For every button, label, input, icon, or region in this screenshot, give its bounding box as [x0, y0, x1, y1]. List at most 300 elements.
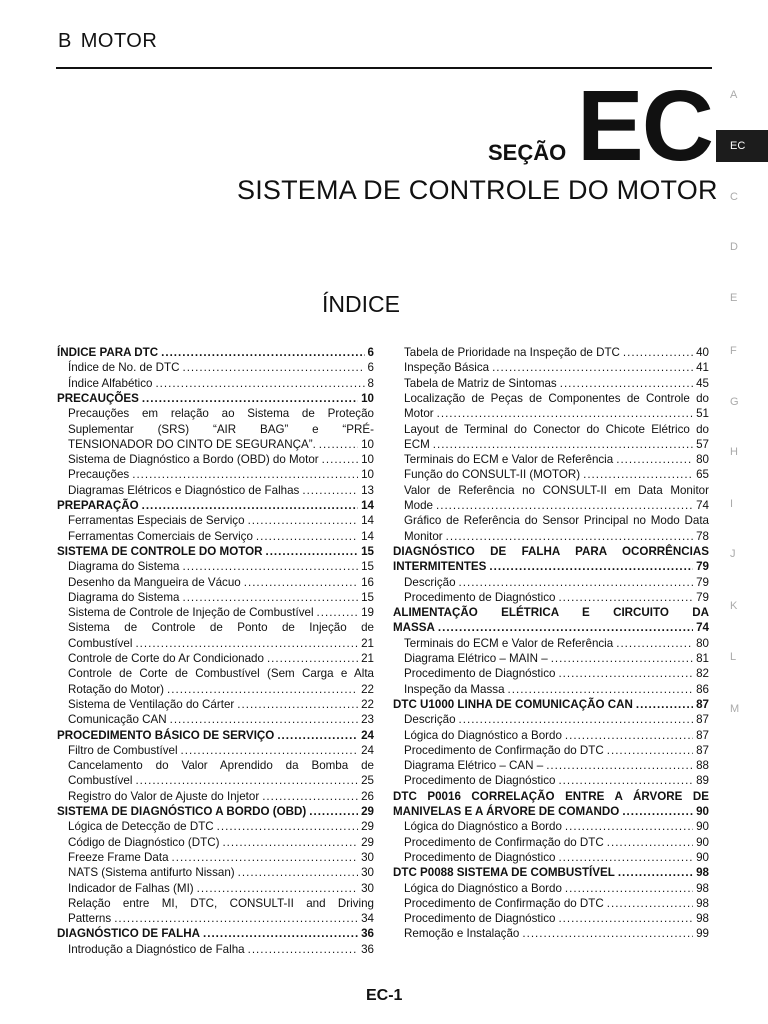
toc-entry[interactable]: [393, 590, 709, 605]
toc-section-heading[interactable]: [57, 498, 374, 513]
toc-entry-text: Combustível: [68, 774, 133, 788]
dot-leader: [248, 513, 359, 528]
toc-entry[interactable]: [393, 835, 709, 850]
toc-page-number: 57: [696, 437, 709, 451]
toc-entry-text: Procedimento de Diagnóstico: [404, 667, 556, 681]
toc-entry[interactable]: [57, 942, 374, 957]
toc-page-number: 30: [361, 850, 374, 864]
toc-page-number: 21: [361, 636, 374, 650]
toc-page-number: 25: [361, 774, 374, 788]
page-title: SISTEMA DE CONTROLE DO MOTOR: [237, 175, 718, 205]
page-number: EC-1: [366, 987, 403, 1004]
dot-leader: [436, 498, 693, 513]
section-tab-ec[interactable]: EC: [716, 130, 768, 162]
toc-entry-text: Precauções em relação ao Sistema de Proteção: [68, 407, 374, 421]
toc-page-number: 15: [361, 590, 374, 604]
toc-entry[interactable]: [393, 406, 709, 421]
toc-entry-text: Localização de Peças de Componentes de Controle do: [404, 391, 709, 405]
toc-entry-text: MANIVELAS E A ÁRVORE DE COMANDO: [393, 805, 620, 818]
toc-entry[interactable]: [57, 376, 374, 391]
toc-section-heading[interactable]: [57, 391, 374, 406]
toc-entry-text: Diagrama do Sistema: [68, 560, 180, 574]
toc-page-number: 36: [361, 942, 374, 956]
toc-entry[interactable]: [393, 758, 709, 773]
toc-entry-text: ALIMENTAÇÃO ELÉTRICA E CIRCUITO DA: [393, 606, 709, 620]
toc-entry[interactable]: [57, 529, 374, 544]
section-tab-j[interactable]: J: [730, 548, 736, 560]
toc-page-number: 29: [361, 820, 374, 834]
toc-entry-text: Função do CONSULT-II (MOTOR): [404, 468, 581, 482]
section-tab-d[interactable]: D: [730, 241, 738, 253]
toc-page-number: 30: [361, 881, 374, 895]
toc-page-number: 98: [696, 866, 709, 880]
header-rule: [56, 67, 712, 69]
section-tab-k[interactable]: K: [730, 600, 738, 612]
dot-leader: [607, 835, 693, 850]
dot-leader: [607, 743, 693, 758]
toc-entry-text: SISTEMA DE CONTROLE DO MOTOR: [57, 544, 263, 558]
toc-entry[interactable]: [57, 513, 374, 528]
toc-entry[interactable]: [393, 896, 709, 911]
dot-leader: [277, 728, 358, 743]
toc-entry-text: Tabela de Prioridade na Inspeção de DTC: [404, 346, 620, 359]
dot-leader: [309, 804, 358, 819]
toc-entry[interactable]: [393, 666, 709, 681]
toc-page-number: 13: [361, 483, 374, 497]
toc-entry[interactable]: [393, 728, 709, 743]
dot-leader: [459, 575, 694, 590]
dot-leader: [565, 881, 693, 896]
section-letter: B: [58, 30, 72, 52]
toc-entry[interactable]: [57, 789, 374, 804]
toc-entry: [393, 513, 709, 528]
toc-page-number: 65: [696, 468, 709, 482]
toc-entry-text: PRECAUÇÕES: [57, 391, 139, 405]
dot-leader: [182, 590, 358, 605]
dot-leader: [182, 360, 364, 375]
toc-page-number: 10: [361, 468, 374, 482]
toc-page-number: 90: [696, 805, 709, 818]
dot-leader: [446, 529, 693, 544]
toc-entry: [57, 758, 374, 773]
toc-entry-text: Lógica de Detecção de DTC: [68, 820, 214, 834]
toc-entry-text: Sistema de Ventilação do Cárter: [68, 697, 235, 711]
toc-entry[interactable]: [393, 636, 709, 651]
dot-leader: [433, 437, 693, 452]
section-tab-a[interactable]: A: [730, 89, 738, 101]
toc-entry-text: Diagramas Elétricos e Diagnóstico de Falhas: [68, 483, 300, 497]
toc-entry[interactable]: [57, 850, 374, 865]
toc-entry[interactable]: [393, 498, 709, 513]
toc-entry-text: Terminais do ECM e Valor de Referência: [404, 453, 614, 467]
dot-leader: [237, 697, 358, 712]
toc-entry-text: Procedimento de Diagnóstico: [404, 590, 556, 604]
dot-leader: [197, 881, 358, 896]
toc-page-number: 41: [696, 361, 709, 375]
section-name: MOTOR: [80, 30, 158, 52]
secao-label: SEÇÃO: [488, 140, 567, 165]
toc-entry[interactable]: [57, 636, 374, 651]
dot-leader: [618, 865, 693, 880]
toc-entry[interactable]: [393, 682, 709, 697]
toc-section-heading[interactable]: [57, 345, 374, 360]
toc-entry-text: Relação entre MI, DTC, CONSULT-II and Driving: [68, 896, 374, 910]
dot-leader: [142, 498, 359, 513]
toc-entry[interactable]: [393, 850, 709, 865]
dot-leader: [155, 376, 364, 391]
dot-leader: [267, 651, 358, 666]
section-code: EC: [577, 70, 712, 182]
toc-entry-text: Procedimento de Confirmação do DTC: [404, 743, 604, 757]
toc-section-heading[interactable]: [393, 865, 709, 880]
toc-page-number: 24: [361, 728, 374, 742]
toc-entry-text: Desenho da Mangueira de Vácuo: [68, 575, 241, 589]
toc-entry[interactable]: [393, 376, 709, 391]
toc-page-number: 34: [361, 912, 374, 926]
toc-entry[interactable]: [57, 452, 374, 467]
toc-page-number: 24: [361, 743, 374, 757]
toc-entry: [57, 666, 374, 681]
toc-page-number: 79: [696, 575, 709, 589]
toc-entry[interactable]: [393, 819, 709, 834]
toc-entry[interactable]: [57, 773, 374, 788]
dot-leader: [161, 345, 364, 360]
toc-page-number: 21: [361, 652, 374, 665]
toc-page-number: 88: [696, 759, 709, 773]
toc-entry[interactable]: [57, 697, 374, 712]
toc-entry[interactable]: [57, 605, 374, 620]
toc-entry-text: Controle de Corte do Ar Condicionado: [68, 652, 264, 665]
toc-entry-text: Procedimento de Diagnóstico: [404, 774, 556, 788]
dot-leader: [558, 911, 693, 926]
toc-entry[interactable]: [57, 835, 374, 850]
toc-entry[interactable]: [57, 575, 374, 590]
toc-page-number: 86: [696, 682, 709, 696]
toc-page-number: 99: [696, 927, 709, 941]
section-tab-i[interactable]: I: [730, 498, 734, 510]
toc-page-number: 30: [361, 866, 374, 880]
toc-section-heading[interactable]: [393, 697, 709, 712]
toc-page-number: 81: [696, 652, 709, 665]
toc-entry-text: Filtro de Combustível: [68, 743, 178, 757]
toc-entry[interactable]: [57, 483, 374, 498]
toc-entry: [57, 422, 374, 437]
index-heading: ÍNDICE: [322, 291, 400, 317]
dot-leader: [508, 682, 694, 697]
toc-page-number: 87: [696, 728, 709, 742]
dot-leader: [623, 345, 693, 360]
toc-entry[interactable]: [393, 360, 709, 375]
section-tab-h[interactable]: H: [730, 446, 738, 458]
toc-entry-text: Ferramentas Comerciais de Serviço: [68, 529, 253, 543]
toc-page-number: 19: [361, 606, 374, 620]
dot-leader: [256, 529, 358, 544]
toc-page-number: 87: [696, 697, 709, 711]
toc-page-number: 74: [696, 621, 709, 635]
dot-leader: [565, 819, 693, 834]
dot-leader: [167, 682, 358, 697]
toc-entry-text: Gráfico de Referência do Sensor Principal no Modo Data: [404, 514, 709, 528]
toc-entry-text: NATS (Sistema antifurto Nissan): [68, 866, 235, 880]
toc-section-heading: [393, 605, 709, 620]
toc-entry-text: Descrição: [404, 575, 456, 589]
toc-entry-text: Lógica do Diagnóstico a Bordo: [404, 728, 562, 742]
toc-entry[interactable]: [393, 743, 709, 758]
toc-page-number: 15: [361, 560, 374, 574]
toc-page-number: 87: [696, 743, 709, 757]
dot-leader: [182, 559, 358, 574]
toc-entry-text: Rotação do Motor): [68, 682, 165, 696]
toc-entry-text: DTC U1000 LINHA DE COMUNICAÇÃO CAN: [393, 697, 633, 711]
toc-entry[interactable]: [393, 651, 709, 666]
toc-entry[interactable]: [57, 651, 374, 666]
toc-entry[interactable]: [393, 881, 709, 896]
toc-entry-text: Mode: [404, 499, 434, 512]
dot-leader: [492, 360, 693, 375]
dot-leader: [437, 406, 693, 421]
toc-entry[interactable]: [57, 682, 374, 697]
toc-page-number: 22: [361, 682, 374, 696]
dot-leader: [244, 575, 358, 590]
toc-entry-text: Combustível: [68, 636, 133, 650]
toc-entry-text: Precauções: [68, 468, 130, 482]
toc-entry-text: Tabela de Matriz de Sintomas: [404, 376, 557, 390]
dot-leader: [317, 605, 359, 620]
toc-page-number: 74: [696, 499, 709, 512]
toc-page-number: 78: [696, 529, 709, 543]
toc-page-number: 6: [367, 361, 374, 375]
toc-entry-text: Inspeção Básica: [404, 361, 490, 375]
toc-entry[interactable]: [393, 437, 709, 452]
toc-page-number: 87: [696, 713, 709, 727]
section-tab-l[interactable]: L: [730, 651, 737, 663]
toc-entry-text: PROCEDIMENTO BÁSICO DE SERVIÇO: [57, 728, 275, 742]
toc-section-heading[interactable]: [393, 620, 709, 635]
toc-entry[interactable]: [393, 712, 709, 727]
toc-entry-text: ÍNDICE PARA DTC: [57, 346, 159, 359]
dot-leader: [622, 804, 693, 819]
dot-leader: [616, 636, 693, 651]
toc-entry-text: Motor: [404, 407, 434, 421]
toc-entry[interactable]: [393, 773, 709, 788]
toc-entry-text: Sistema de Controle de Injeção de Combustível: [68, 606, 314, 620]
dot-leader: [616, 452, 693, 467]
toc-page-number: 90: [696, 835, 709, 849]
dot-leader: [172, 850, 359, 865]
toc-entry-text: Remoção e Instalação: [404, 927, 520, 941]
section-tab-f[interactable]: F: [730, 345, 737, 357]
toc-entry[interactable]: [57, 467, 374, 482]
toc-section-heading[interactable]: [393, 804, 709, 819]
dot-leader: [459, 712, 694, 727]
toc-entry[interactable]: [393, 452, 709, 467]
toc-entry-text: Introdução a Diagnóstico de Falha: [68, 942, 245, 956]
dot-leader: [319, 437, 358, 452]
toc-page-number: 80: [696, 453, 709, 467]
toc-page-number: 51: [696, 407, 709, 421]
toc-entry[interactable]: [57, 712, 374, 727]
toc-entry[interactable]: [57, 911, 374, 926]
toc-entry: [393, 391, 709, 406]
dot-leader: [238, 865, 358, 880]
toc-entry[interactable]: [57, 437, 374, 452]
dot-leader: [135, 773, 358, 788]
dot-leader: [132, 467, 358, 482]
dot-leader: [262, 789, 358, 804]
dot-leader: [248, 942, 358, 957]
dot-leader: [135, 636, 358, 651]
toc-entry-text: DIAGNÓSTICO DE FALHA: [57, 927, 200, 941]
section-tab-g[interactable]: G: [730, 396, 739, 408]
dot-leader: [636, 697, 693, 712]
toc-page-number: 22: [361, 697, 374, 711]
toc-entry-text: Sistema de Controle de Ponto de Injeção de: [68, 621, 374, 635]
section-tab-m[interactable]: M: [730, 703, 740, 715]
toc-entry[interactable]: [57, 360, 374, 375]
toc-page-number: 23: [361, 713, 374, 727]
section-header: [58, 30, 157, 53]
toc-entry-text: Terminais do ECM e Valor de Referência: [404, 636, 614, 650]
toc-section-heading[interactable]: [57, 728, 374, 743]
toc-page-number: 98: [696, 912, 709, 926]
toc-section-heading[interactable]: [57, 544, 374, 559]
toc-entry-text: Indicador de Falhas (MI): [68, 881, 194, 895]
dot-leader: [558, 590, 693, 605]
toc-entry-text: Procedimento de Diagnóstico: [404, 912, 556, 926]
toc-section-heading: [393, 789, 709, 804]
toc-entry-text: Descrição: [404, 713, 456, 727]
toc-entry[interactable]: [57, 743, 374, 758]
toc-entry[interactable]: [57, 865, 374, 880]
toc-page-number: 79: [696, 560, 709, 574]
toc-entry-text: Inspeção da Massa: [404, 682, 505, 696]
dot-leader: [583, 467, 693, 482]
dot-leader: [522, 926, 693, 941]
dot-leader: [265, 544, 358, 559]
toc-entry: [393, 422, 709, 437]
toc-page-number: 14: [361, 499, 374, 512]
section-tab-e[interactable]: E: [730, 292, 738, 304]
toc-page-number: 29: [361, 835, 374, 849]
toc-entry[interactable]: [393, 911, 709, 926]
toc-page-number: 29: [361, 805, 374, 818]
toc-entry-text: TENSIONADOR DO CINTO DE SEGURANÇA”.: [68, 437, 316, 451]
toc-entry-text: ECM: [404, 437, 430, 451]
toc-entry-text: Índice de No. de DTC: [68, 361, 180, 375]
toc-entry-text: Procedimento de Confirmação do DTC: [404, 835, 604, 849]
dot-leader: [322, 452, 358, 467]
toc-entry-text: Procedimento de Confirmação do DTC: [404, 896, 604, 910]
section-tab-c[interactable]: C: [730, 191, 738, 203]
toc-entry-text: Valor de Referência no CONSULT-II em Data Monitor: [404, 483, 709, 497]
toc-section-heading[interactable]: [57, 804, 374, 819]
toc-page-number: 45: [696, 376, 709, 390]
dot-leader: [558, 773, 693, 788]
toc-entry[interactable]: [393, 575, 709, 590]
toc-page-number: 98: [696, 881, 709, 895]
dot-leader: [551, 651, 693, 666]
toc-entry-text: Lógica do Diagnóstico a Bordo: [404, 820, 562, 834]
dot-leader: [222, 835, 358, 850]
toc-page-number: 36: [361, 927, 374, 941]
toc-entry[interactable]: [393, 467, 709, 482]
toc-entry: [57, 620, 374, 635]
toc-entry-text: DIAGNÓSTICO DE FALHA PARA OCORRÊNCIAS: [393, 544, 709, 558]
dot-leader: [438, 620, 693, 635]
toc-entry-text: Diagrama Elétrico – CAN –: [404, 759, 544, 773]
toc-page-number: 79: [696, 590, 709, 604]
toc-entry[interactable]: [57, 881, 374, 896]
toc-entry-text: Índice Alfabético: [68, 376, 153, 390]
dot-leader: [546, 758, 693, 773]
toc-entry-text: Comunicação CAN: [68, 713, 167, 727]
toc-entry-text: Ferramentas Especiais de Serviço: [68, 514, 245, 528]
toc-entry[interactable]: [393, 529, 709, 544]
toc-entry[interactable]: [393, 926, 709, 941]
toc-entry-text: Monitor: [404, 529, 443, 543]
dot-leader: [489, 559, 693, 574]
toc-entry-text: Procedimento de Diagnóstico: [404, 850, 556, 864]
toc-entry-text: Diagrama do Sistema: [68, 590, 180, 604]
toc-entry-text: Suplementar (SRS) “AIR BAG” e “PRÉ-: [68, 422, 374, 436]
toc-entry[interactable]: [57, 819, 374, 834]
dot-leader: [142, 391, 358, 406]
dot-leader: [181, 743, 359, 758]
toc-page-number: 90: [696, 850, 709, 864]
toc-entry-text: Patterns: [68, 912, 112, 926]
toc-entry-text: Freeze Frame Data: [68, 850, 169, 864]
toc-page-number: 98: [696, 896, 709, 910]
dot-leader: [565, 728, 693, 743]
toc-page-number: 90: [696, 820, 709, 834]
toc-page-number: 80: [696, 636, 709, 650]
toc-entry-text: PREPARAÇÃO: [57, 499, 139, 512]
toc-entry-text: DTC P0088 SISTEMA DE COMBUSTÍVEL: [393, 866, 615, 880]
toc-entry[interactable]: [57, 590, 374, 605]
dot-leader: [170, 712, 359, 727]
dot-leader: [203, 926, 358, 941]
toc-entry-text: INTERMITENTES: [393, 560, 487, 574]
toc-page-number: 14: [361, 529, 374, 543]
toc-page-number: 14: [361, 514, 374, 528]
toc-section-heading[interactable]: [57, 926, 374, 941]
toc-entry-text: DTC P0016 CORRELAÇÃO ENTRE A ÁRVORE DE: [393, 789, 709, 803]
toc-page-number: 10: [361, 391, 374, 405]
toc-entry-text: SISTEMA DE DIAGNÓSTICO A BORDO (OBD): [57, 805, 307, 818]
toc-entry: [57, 406, 374, 421]
toc-entry: [57, 896, 374, 911]
toc-entry-text: Controle de Corte de Combustível (Sem Carga e Alta: [68, 667, 374, 681]
toc-section-heading[interactable]: [393, 559, 709, 574]
toc-page-number: 10: [361, 437, 374, 451]
toc-entry-text: Layout de Terminal do Conector do Chicote Elétrico do: [404, 422, 709, 436]
toc-page-number: 10: [361, 453, 374, 467]
toc-entry-text: Diagrama Elétrico – MAIN –: [404, 652, 548, 665]
toc-page-number: 89: [696, 774, 709, 788]
toc-entry-text: Registro do Valor de Ajuste do Injetor: [68, 789, 260, 803]
toc-entry[interactable]: [57, 559, 374, 574]
toc-entry-text: Sistema de Diagnóstico a Bordo (OBD) do Motor: [68, 453, 319, 467]
toc-entry-text: Código de Diagnóstico (DTC): [68, 835, 220, 849]
dot-leader: [302, 483, 358, 498]
toc-page-number: 40: [696, 346, 709, 359]
toc-section-heading: [393, 544, 709, 559]
toc-page-number: 82: [696, 667, 709, 681]
toc-entry[interactable]: [393, 345, 709, 360]
dot-leader: [558, 666, 693, 681]
toc-page-number: 6: [367, 346, 374, 359]
dot-leader: [114, 911, 358, 926]
